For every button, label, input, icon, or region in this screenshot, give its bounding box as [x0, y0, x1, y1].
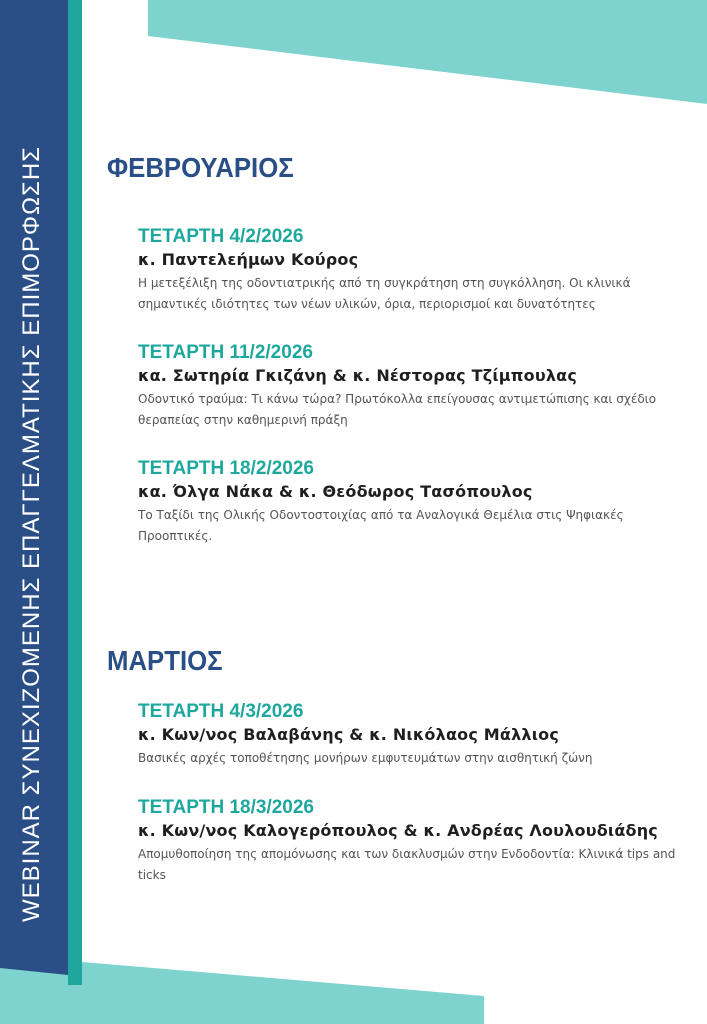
event-item — [138, 458, 678, 547]
month-heading-february: ΦΕΒΡΟΥΑΡΙΟΣ — [107, 152, 294, 183]
event-item — [138, 797, 678, 886]
event-description: Οδοντικό τραύμα: Τι κάνω τώρα? Πρωτόκολλα επείγουσας αντιμετώπισης και σχέδιο θεραπείας στην καθημερινή πράξη — [138, 392, 657, 427]
event-date: ΤΕΤΑΡΤΗ 4/3/2026 — [138, 701, 304, 722]
event-date: ΤΕΤΑΡΤΗ 18/2/2026 — [138, 458, 315, 479]
month-heading-march: ΜΑΡΤΙΟΣ — [107, 645, 223, 676]
event-speakers: κ. Παντελεήμων Κούρος — [138, 250, 359, 269]
top-right-band — [148, 0, 707, 104]
sidebar-title: WEBINAR ΣΥΝΕΧΙΖΟΜΕΝΗΣ ΕΠΑΓΓΕΛΜΑΤΙΚΗΣ ΕΠΙΜΟΡΦΩΣΗΣ — [18, 145, 45, 922]
event-speakers: κα. Σωτηρία Γκιζάνη & κ. Νέστορας Τζίμπουλας — [138, 366, 578, 385]
event-description: Η μετεξέλιξη της οδοντιατρικής από τη συγκράτηση στη συγκόλληση. Οι κλινικά σημαντικές ιδιότητες των νέων υλικών, όρια, περιορισμοί και δυνατότητες — [138, 276, 631, 311]
event-description: Βασικές αρχές τοποθέτησης μονήρων εμφυτευμάτων στην αισθητική ζώνη — [138, 751, 593, 765]
event-item — [138, 226, 678, 315]
event-speakers: κα. Όλγα Νάκα & κ. Θεόδωρος Τασόπουλος — [138, 482, 533, 501]
event-date: ΤΕΤΑΡΤΗ 18/3/2026 — [138, 797, 315, 818]
event-date: ΤΕΤΑΡΤΗ 4/2/2026 — [138, 226, 304, 247]
event-description: Το Ταξίδι της Ολικής Οδοντοστοιχίας από τα Αναλογικά Θεμέλια στις Ψηφιακές Προοπτικές. — [138, 508, 624, 543]
event-item — [138, 342, 678, 431]
event-date: ΤΕΤΑΡΤΗ 11/2/2026 — [138, 342, 313, 363]
event-speakers: κ. Κων/νος Καλογερόπουλος & κ. Ανδρέας Λουλουδιάδης — [138, 821, 658, 840]
sidebar-teal-stripe — [68, 0, 82, 985]
event-item — [138, 701, 678, 769]
event-speakers: κ. Κων/νος Βαλαβάνης & κ. Νικόλαος Μάλλιος — [138, 725, 560, 744]
event-description: Απομυθοποίηση της απομόνωσης και των διακλυσμών στην Ενδοδοντία: Κλινικά tips and ticks — [138, 847, 676, 882]
